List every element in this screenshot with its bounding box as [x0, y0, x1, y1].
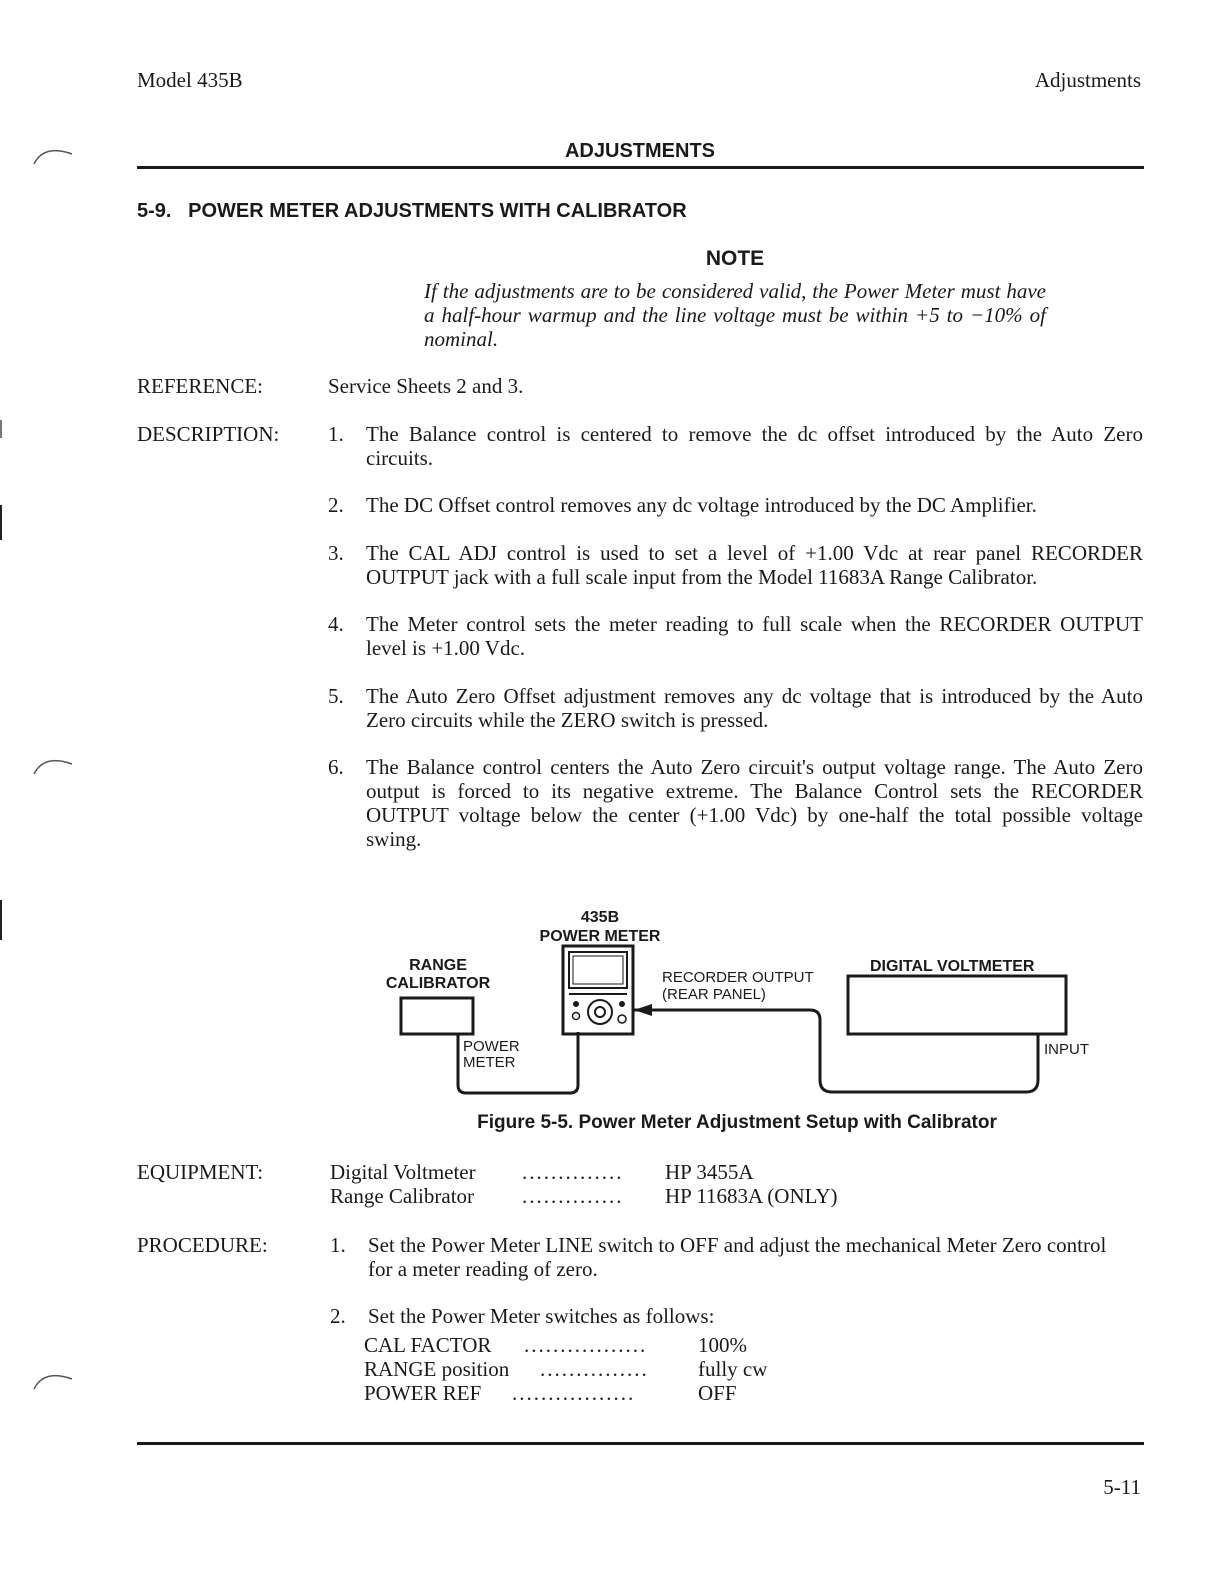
top-rule: [137, 166, 1144, 169]
cable-arrow: [634, 1004, 652, 1016]
equipment-row: [330, 1160, 476, 1184]
equipment-row: [330, 1184, 474, 1208]
leader-dots: ..............: [522, 1184, 624, 1208]
binder-hole-mark-middle: [30, 750, 80, 780]
switch-value: 100%: [698, 1333, 747, 1357]
switch-value: OFF: [698, 1381, 737, 1405]
procedure-label: PROCEDURE:: [137, 1233, 268, 1257]
item-number: 3.: [328, 541, 344, 565]
item-text: The DC Offset control removes any dc voltage introduced by the DC Amplifier.: [366, 493, 1037, 517]
power-meter-label-2: METER: [463, 1054, 516, 1071]
leader-dots: ...............: [540, 1357, 649, 1381]
meter-label-name: POWER METER: [539, 928, 661, 945]
switch-name: CAL FACTOR: [364, 1333, 492, 1357]
equipment-row-model: [665, 1184, 838, 1208]
leader-dots: ..............: [522, 1160, 624, 1184]
item-number: 2.: [328, 493, 344, 517]
header-section: Adjustments: [1034, 68, 1141, 92]
procedure-item: [330, 1304, 1120, 1328]
equipment-row-dots: [522, 1184, 624, 1208]
leader-dots: .................: [512, 1381, 636, 1405]
scan-margin-mark: [0, 900, 2, 940]
item-number: 6.: [328, 755, 344, 779]
section-heading: 5-9. POWER METER ADJUSTMENTS WITH CALIBRATOR: [137, 200, 687, 222]
equipment-name: Digital Voltmeter: [330, 1160, 476, 1184]
description-item: [328, 422, 1143, 470]
equipment-model: HP 11683A (ONLY): [665, 1184, 838, 1208]
item-text: The Balance control centers the Auto Zero circuit's output voltage range. The Auto Zero output is forced to its negative extreme. The Balance Control sets the RECORDER OUTPUT voltage below the center (+1.00 Vdc) by one-half the total possible voltage swing.: [366, 755, 1143, 851]
item-text: The Auto Zero Offset adjustment removes any dc voltage that is introduced by the Auto Zero circuits while the ZERO switch is pressed.: [366, 684, 1143, 732]
scan-margin-mark: [0, 420, 2, 438]
power-meter-label-1: POWER: [463, 1038, 520, 1055]
item-number: 1.: [328, 422, 344, 446]
range-calibrator-box: [401, 998, 473, 1034]
item-number: 5.: [328, 684, 344, 708]
equipment-row-dots: [522, 1160, 624, 1184]
procedure-item: [330, 1233, 1120, 1281]
equipment-name: Range Calibrator: [330, 1184, 475, 1208]
reference-label: REFERENCE:: [137, 374, 264, 398]
calibrator-label-2: CALIBRATOR: [385, 975, 491, 992]
description-item: [328, 684, 1143, 732]
item-number: 4.: [328, 612, 344, 636]
item-text: Set the Power Meter LINE switch to OFF and adjust the mechanical Meter Zero control for a meter reading of zero.: [368, 1233, 1107, 1281]
power-meter-device: [563, 946, 633, 1034]
recorder-label-2: (REAR PANEL): [662, 986, 766, 1003]
digital-voltmeter-box: [848, 976, 1066, 1034]
leader-dots: .................: [524, 1333, 648, 1357]
switch-value: fully cw: [698, 1357, 768, 1381]
meter-label-model: 435B: [580, 909, 620, 926]
note-text: If the adjustments are to be considered valid, the Power Meter must have a half-hour warmup and the line voltage must be within +5 to −10% of nominal.: [424, 279, 1046, 351]
recorder-label-1: RECORDER OUTPUT: [662, 969, 814, 986]
description-item: [328, 493, 1143, 517]
description-item: [328, 541, 1143, 589]
equipment-row-model: [665, 1160, 753, 1184]
binder-hole-mark-bottom: [30, 1365, 80, 1395]
equipment-label: EQUIPMENT:: [137, 1160, 264, 1184]
section-title: ADJUSTMENTS: [564, 140, 715, 162]
header-model: Model 435B: [137, 68, 243, 92]
item-text: The Meter control sets the meter reading to full scale when the RECORDER OUTPUT level is +1.00 Vdc.: [366, 612, 1143, 660]
item-number: 1.: [330, 1233, 346, 1257]
item-text: The CAL ADJ control is used to set a level of +1.00 Vdc at rear panel RECORDER OUTPUT jack with a full scale input from the Model 11683A Range Calibrator.: [366, 541, 1143, 589]
description-item: [328, 755, 1143, 851]
reference-text: Service Sheets 2 and 3.: [328, 374, 524, 398]
calibrator-label-1: RANGE: [409, 957, 467, 974]
equipment-model: HP 3455A: [665, 1160, 754, 1184]
scan-margin-mark: [0, 505, 2, 540]
bottom-rule: [137, 1442, 1144, 1445]
item-number: 2.: [330, 1304, 346, 1328]
setup-diagram: [370, 900, 1090, 1105]
item-text: Set the Power Meter switches as follows:: [368, 1304, 715, 1328]
switch-name: RANGE position: [364, 1357, 510, 1381]
description-label: DESCRIPTION:: [137, 422, 280, 446]
page-number: 5-11: [1103, 1475, 1141, 1499]
note-title: NOTE: [705, 247, 765, 270]
item-text: The Balance control is centered to remove the dc offset introduced by the Auto Zero circuits.: [366, 422, 1143, 470]
input-label: INPUT: [1044, 1041, 1089, 1058]
description-item: [328, 612, 1143, 660]
switch-name: POWER REF: [364, 1381, 482, 1405]
recorder-output-cable: [634, 1010, 1038, 1092]
dvm-label: DIGITAL VOLTMETER: [870, 958, 1035, 975]
figure-caption: Figure 5-5. Power Meter Adjustment Setup with Calibrator: [477, 1112, 997, 1133]
